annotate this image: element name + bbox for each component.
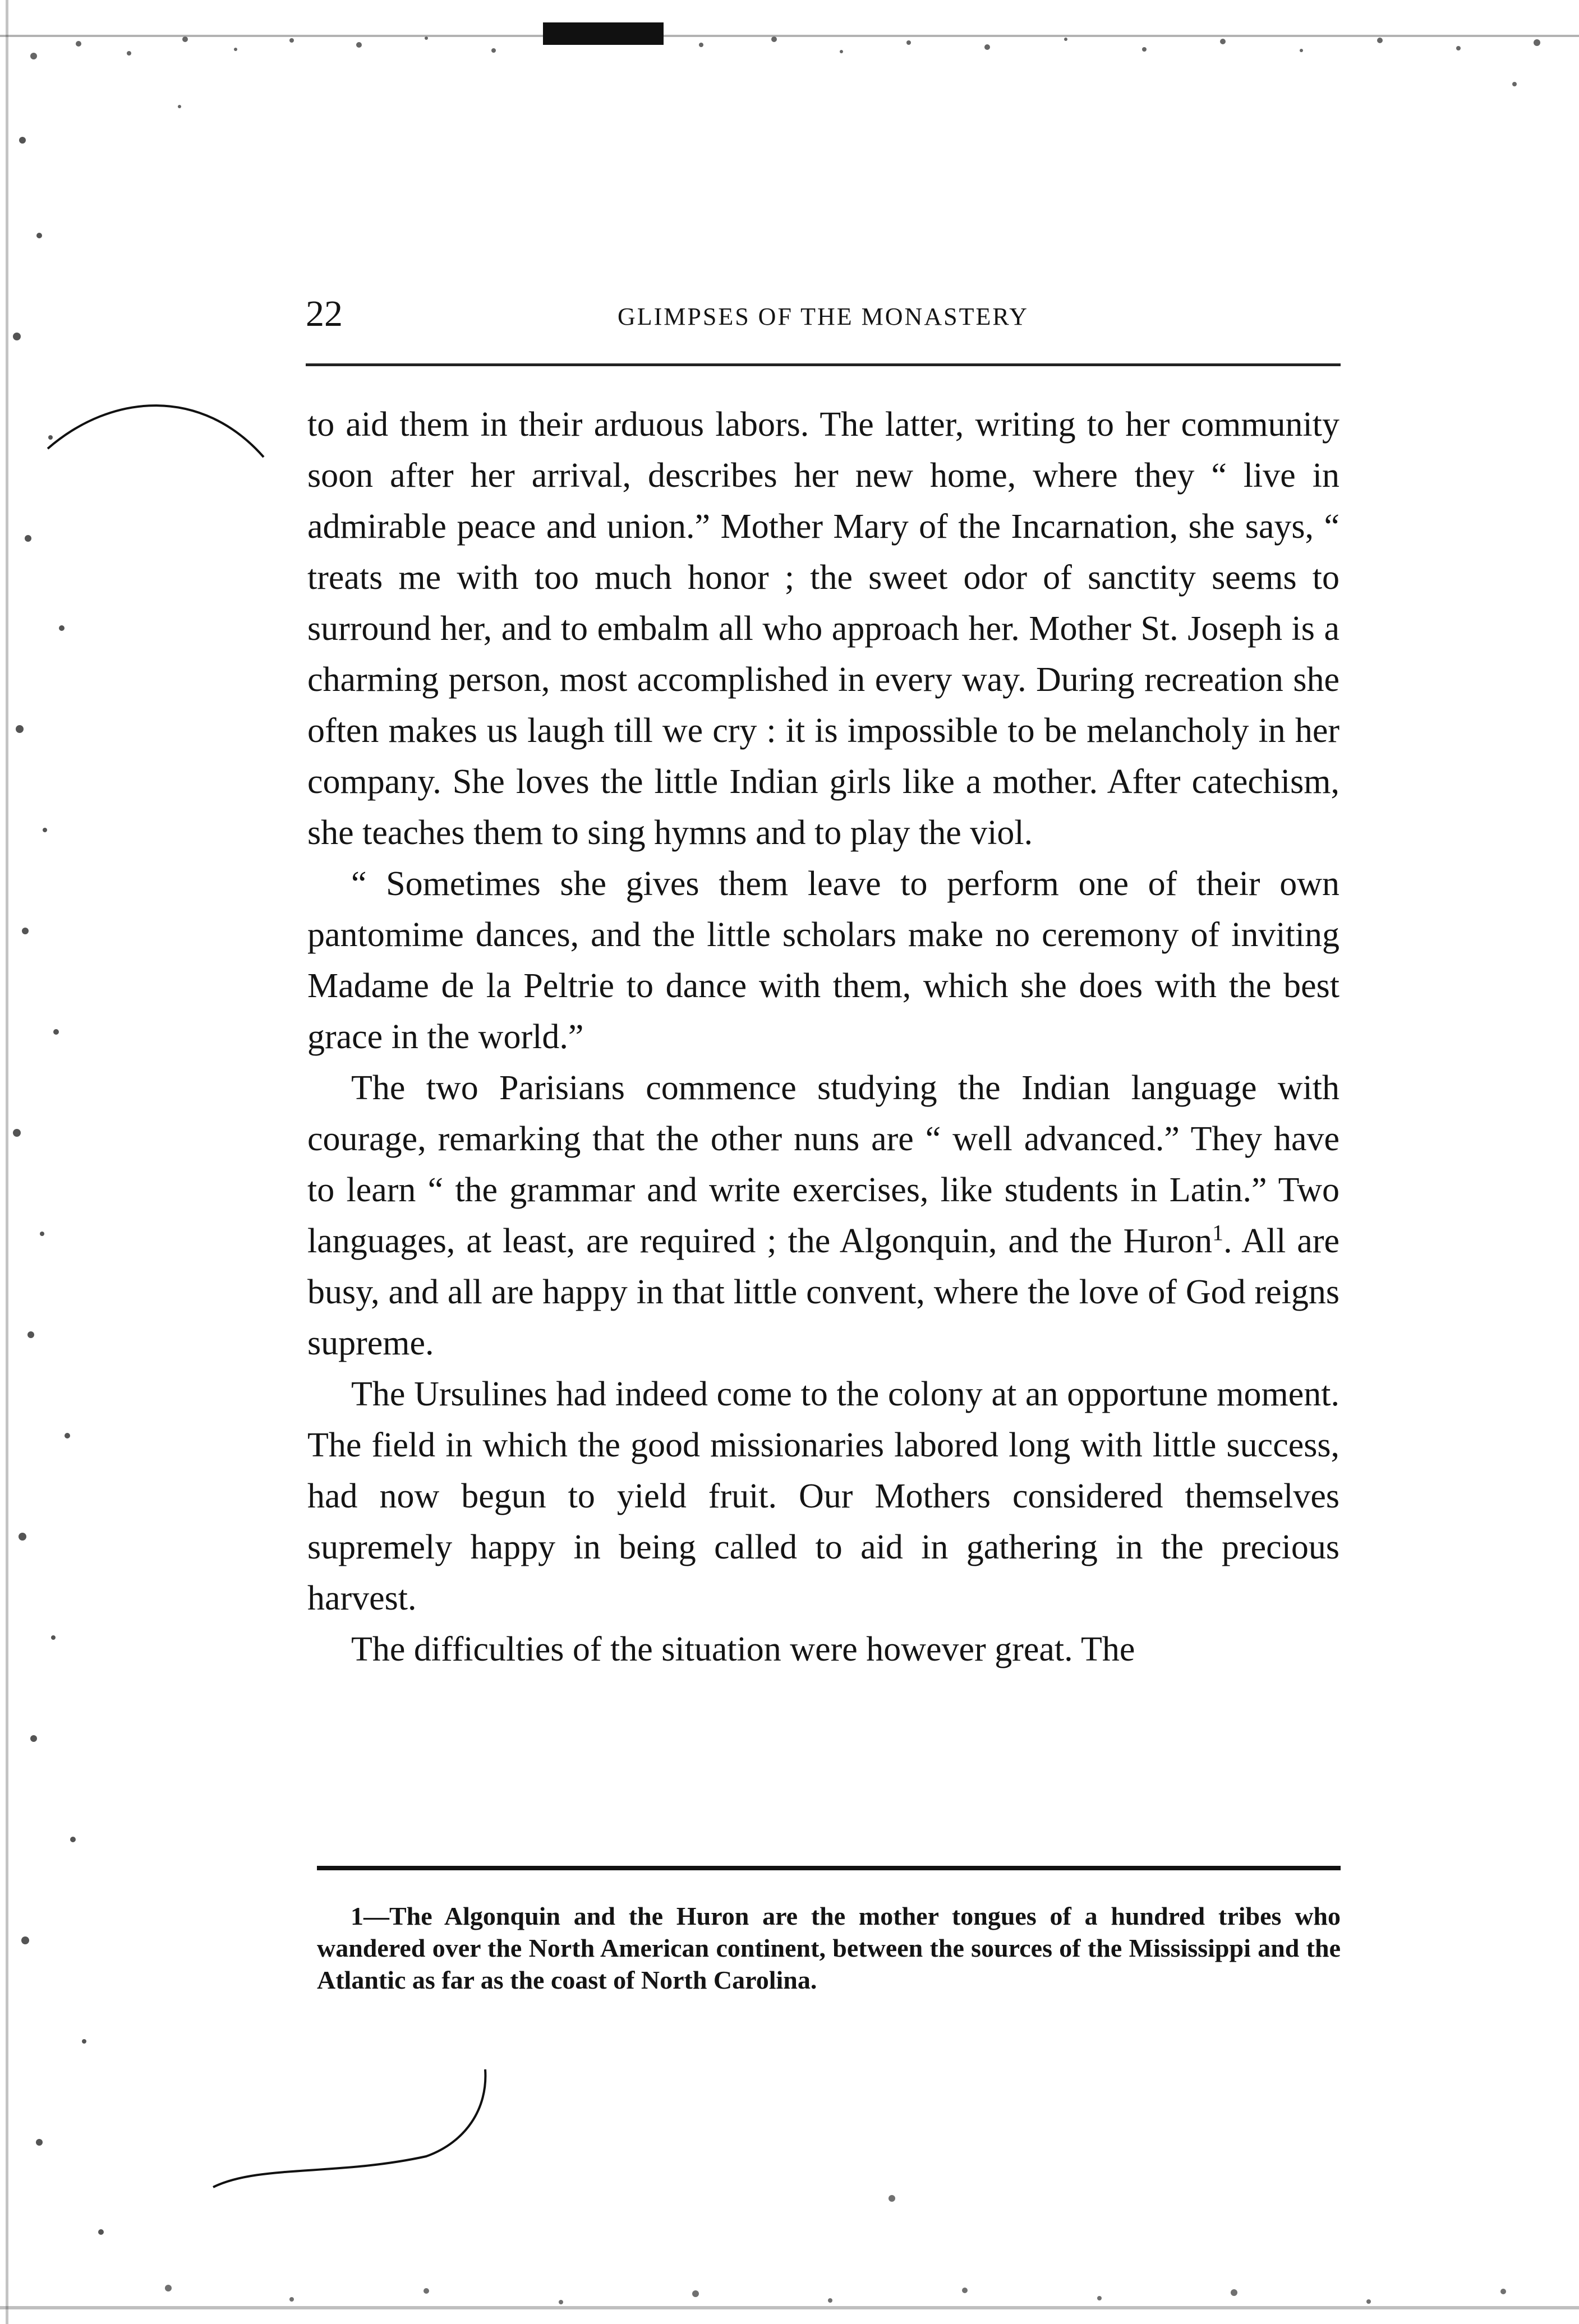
footnote-text: 1—The Algonquin and the Huron are the mother tongues of a hundred tribes who wandered over the North American continent, between the sources of the Mississippi and the Atlantic as far as the coast of North Carolina. [317, 1902, 1341, 1994]
scan-edge-noise-top [0, 0, 1579, 129]
body-paragraph: The two Parisians commence studying the Indian language with courage, remarking that the other nuns are “ well advanced.” They have to learn “ the grammar and write exercises, like students in Latin.” Two languages, at least, are required ; the Algonquin, and the Huron$^1$. All are busy, and all are happy in that little convent, where the love of God reigns supreme. [307, 1069, 1339, 1362]
scan-edge-noise-bottom [0, 2176, 1579, 2324]
footnote [317, 1900, 1341, 1996]
footnote-reference: 1 [1212, 1220, 1224, 1246]
page-number: 22 [306, 293, 343, 334]
body-paragraph-text: All are busy, and all are happy in that little convent, where the love of God reigns supreme. [307, 1222, 1339, 1362]
scan-edge-noise-left [0, 0, 135, 2324]
body-paragraph: The Ursulines had indeed come to the colony at an opportune moment. The field in which the good missionaries labored long with little success, had now begun to yield fruit. Our Mothers considered themselves supremely happy in being called to aid in gathering in the precious harvest. [307, 1375, 1339, 1617]
page-header [306, 292, 1341, 336]
header-rule [306, 363, 1341, 366]
body-paragraph: The difficulties of the situation were however great. The [351, 1630, 1135, 1668]
footnote-rule [317, 1866, 1341, 1870]
running-title: GLIMPSES OF THE MONASTERY [617, 303, 1029, 330]
scan-tab-mark [543, 22, 664, 45]
body-paragraph: “ Sometimes she gives them leave to perform one of their own pantomime dances, and the little scholars make no ceremony of inviting Madame de la Peltrie to dance with them, which she does with the best grace in the world.” [307, 865, 1339, 1056]
body-text [307, 399, 1339, 1675]
body-paragraph: to aid them in their arduous labors. The latter, writing to her community soon after her arrival, describes her new home, where they “ live in admirable peace and union.” Mother Mary of the Incarnation, she says, “ treats me with too much honor ; the sweet odor of sanctity seems to surround her, and to embalm all who approach her. Mother St. Joseph is a charming person, most accomplished in every way. During recreation she often makes us laugh till we cry : it is impossible to be melancholy in her company. She loves the little Indian girls like a mother. After catechism, she teaches them to sing hymns and to play the viol. [307, 405, 1339, 852]
body-paragraph-text: The two Parisians commence studying the Indian language with courage, remarking that the other nuns are “ well advanced.” They have to learn “ the grammar and write exercises, like students in Latin.” Two languages, at least, are required ; the Algonquin, and the Huron [307, 1069, 1339, 1260]
